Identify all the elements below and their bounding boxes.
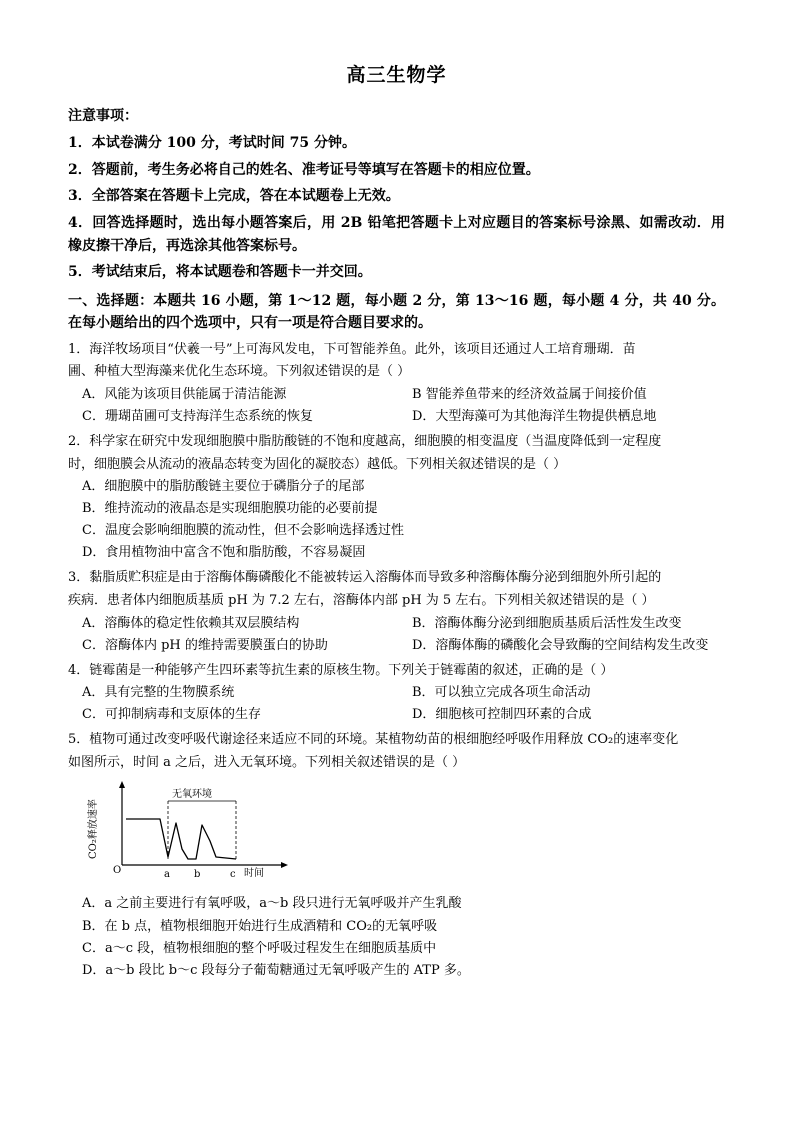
svg-text:a: a xyxy=(164,869,170,881)
question-2-stem-line-1: 2．科学家在研究中发现细胞膜中脂肪酸链的不饱和度越高，细胞膜的相变温度（当温度降低到一定程度 xyxy=(68,434,662,450)
notice-item-2: 2．答题前，考生务必将自己的姓名、准考证号等填写在答题卡的相应位置。 xyxy=(68,161,540,178)
svg-text:无氧环境: 无氧环境 xyxy=(172,789,212,801)
question-5-stem-line-2: 如图所示，时间 a 之后，进入无氧环境。下列相关叙述错误的是（ ） xyxy=(68,754,466,770)
question-1-option-d[interactable]: D．大型海藻可为其他海洋生物提供栖息地 xyxy=(412,409,657,425)
svg-text:时间: 时间 xyxy=(244,868,264,880)
question-4-option-c[interactable]: C．可抑制病毒和支原体的生存 xyxy=(82,707,261,723)
notice-item-4: 4．回答选择题时，选出每小题答案后，用 2B 铅笔把答题卡上对应题目的答案标号涂黑、如需改动．用橡皮擦干净后，再选涂其他答案标号。 xyxy=(68,215,725,254)
question-4-option-b[interactable]: B．可以独立完成各项生命活动 xyxy=(412,685,591,701)
page-title: 高三生物学 xyxy=(346,64,447,86)
question-1-options-row-1 xyxy=(68,384,725,405)
question-3-option-a[interactable]: A．溶酶体的稳定性依赖其双层膜结构 xyxy=(82,615,300,631)
question-3-option-b[interactable]: B．溶酶体酶分泌到细胞质基质后活性发生改变 xyxy=(412,615,682,631)
question-3-stem-line-2: 疾病．患者体内细胞质基质 pH 为 7.2 左右，溶酶体内部 pH 为 5 左右。下列相关叙述错误的是（ ） xyxy=(68,592,655,608)
question-2-stem-line-2: 时，细胞膜会从流动的液晶态转变为固化的凝胶态）越低。下列相关叙述错误的是（ ） xyxy=(68,456,567,472)
question-5-option-d[interactable]: D．a～b 段比 b～c 段每分子葡萄糖通过无氧呼吸产生的 ATP 多。 xyxy=(82,962,470,978)
question-1-option-c[interactable]: C．珊瑚苗圃可支持海洋生态系统的恢复 xyxy=(82,409,313,425)
question-4-option-a[interactable]: A．具有完整的生物膜系统 xyxy=(82,685,235,701)
question-3-options-row-1 xyxy=(68,613,725,634)
notice-item-5: 5．考试结束后，将本试题卷和答题卡一并交回。 xyxy=(68,264,372,281)
question-5-option-a[interactable]: A．a 之前主要进行有氧呼吸，a～b 段只进行无氧呼吸并产生乳酸 xyxy=(82,896,462,912)
notice-item-3: 3．全部答案在答题卡上完成，答在本试题卷上无效。 xyxy=(68,188,400,205)
question-5 xyxy=(68,729,725,980)
question-3-option-d[interactable]: D．溶酶体酶的磷酸化会导致酶的空间结构发生改变 xyxy=(412,637,709,653)
question-2-option-d[interactable]: D．食用植物油中富含不饱和脂肪酸，不容易凝固 xyxy=(82,545,366,561)
notice-item-1: 1．本试卷满分 100 分，考试时间 75 分钟。 xyxy=(68,135,356,151)
question-5-stem-line-1: 5．植物可通过改变呼吸代谢途径来适应不同的环境。某植物幼苗的根细胞经呼吸作用释放 CO₂的速率变化 xyxy=(68,732,679,748)
question-3-stem-line-1: 3．黏脂质贮积症是由于溶酶体酶磷酸化不能被转运入溶酶体而导致多种溶酶体酶分泌到细胞外所引起的 xyxy=(68,570,662,586)
svg-text:c: c xyxy=(230,869,236,881)
question-4-stem-line-1: 4．链霉菌是一种能够产生四环素等抗生素的原核生物。下列关于链霉菌的叙述，正确的是（ ） xyxy=(68,662,614,678)
question-5-figure xyxy=(76,779,366,887)
question-1-option-a[interactable]: A．风能为该项目供能属于清洁能源 xyxy=(82,386,287,402)
question-2-option-b[interactable]: B．维持流动的液晶态是实现细胞膜功能的必要前提 xyxy=(82,501,378,517)
question-5-option-c[interactable]: C．a～c 段，植物根细胞的整个呼吸过程发生在细胞质基质中 xyxy=(82,940,437,956)
question-3 xyxy=(68,567,725,655)
svg-text:O: O xyxy=(113,865,122,877)
question-4-options-row-2 xyxy=(68,704,725,725)
question-1-options-row-2 xyxy=(68,406,725,427)
question-2-option-c[interactable]: C．温度会影响细胞膜的流动性，但不会影响选择透过性 xyxy=(82,523,404,539)
question-1-option-b[interactable]: B 智能养鱼带来的经济效益属于间接价值 xyxy=(412,386,647,402)
question-5-option-b[interactable]: B．在 b 点，植物根细胞开始进行生成酒精和 CO₂的无氧呼吸 xyxy=(82,918,438,934)
question-4 xyxy=(68,660,725,726)
question-1-stem-line-1: 1．海洋牧场项目“伏羲一号”上可海风发电，下可智能养鱼。此外，该项目还通过人工培育珊瑚．苗 xyxy=(68,341,636,357)
svg-text:CO₂释放速率: CO₂释放速率 xyxy=(88,799,99,860)
svg-text:b: b xyxy=(194,869,201,881)
question-1-stem-line-2: 圃、种植大型海藻来优化生态环境。下列叙述错误的是（ ） xyxy=(68,364,411,380)
section-heading-multiple-choice: 一、选择题：本题共 16 小题，第 1～12 题，每小题 2 分，第 13～16 题，每小题 4 分，共 40 分。在每小题给出的四个选项中，只有一项是符合题目要求的。 xyxy=(68,293,725,332)
notice-heading: 注意事项： xyxy=(68,108,138,124)
question-3-options-row-2 xyxy=(68,635,725,656)
question-4-options-row-1 xyxy=(68,682,725,703)
question-1 xyxy=(68,339,725,427)
question-2 xyxy=(68,431,725,563)
question-4-option-d[interactable]: D．细胞核可控制四环素的合成 xyxy=(412,707,592,723)
question-3-option-c[interactable]: C．溶酶体内 pH 的维持需要膜蛋白的协助 xyxy=(82,637,328,653)
question-2-option-a[interactable]: A．细胞膜中的脂肪酸链主要位于磷脂分子的尾部 xyxy=(82,479,365,495)
